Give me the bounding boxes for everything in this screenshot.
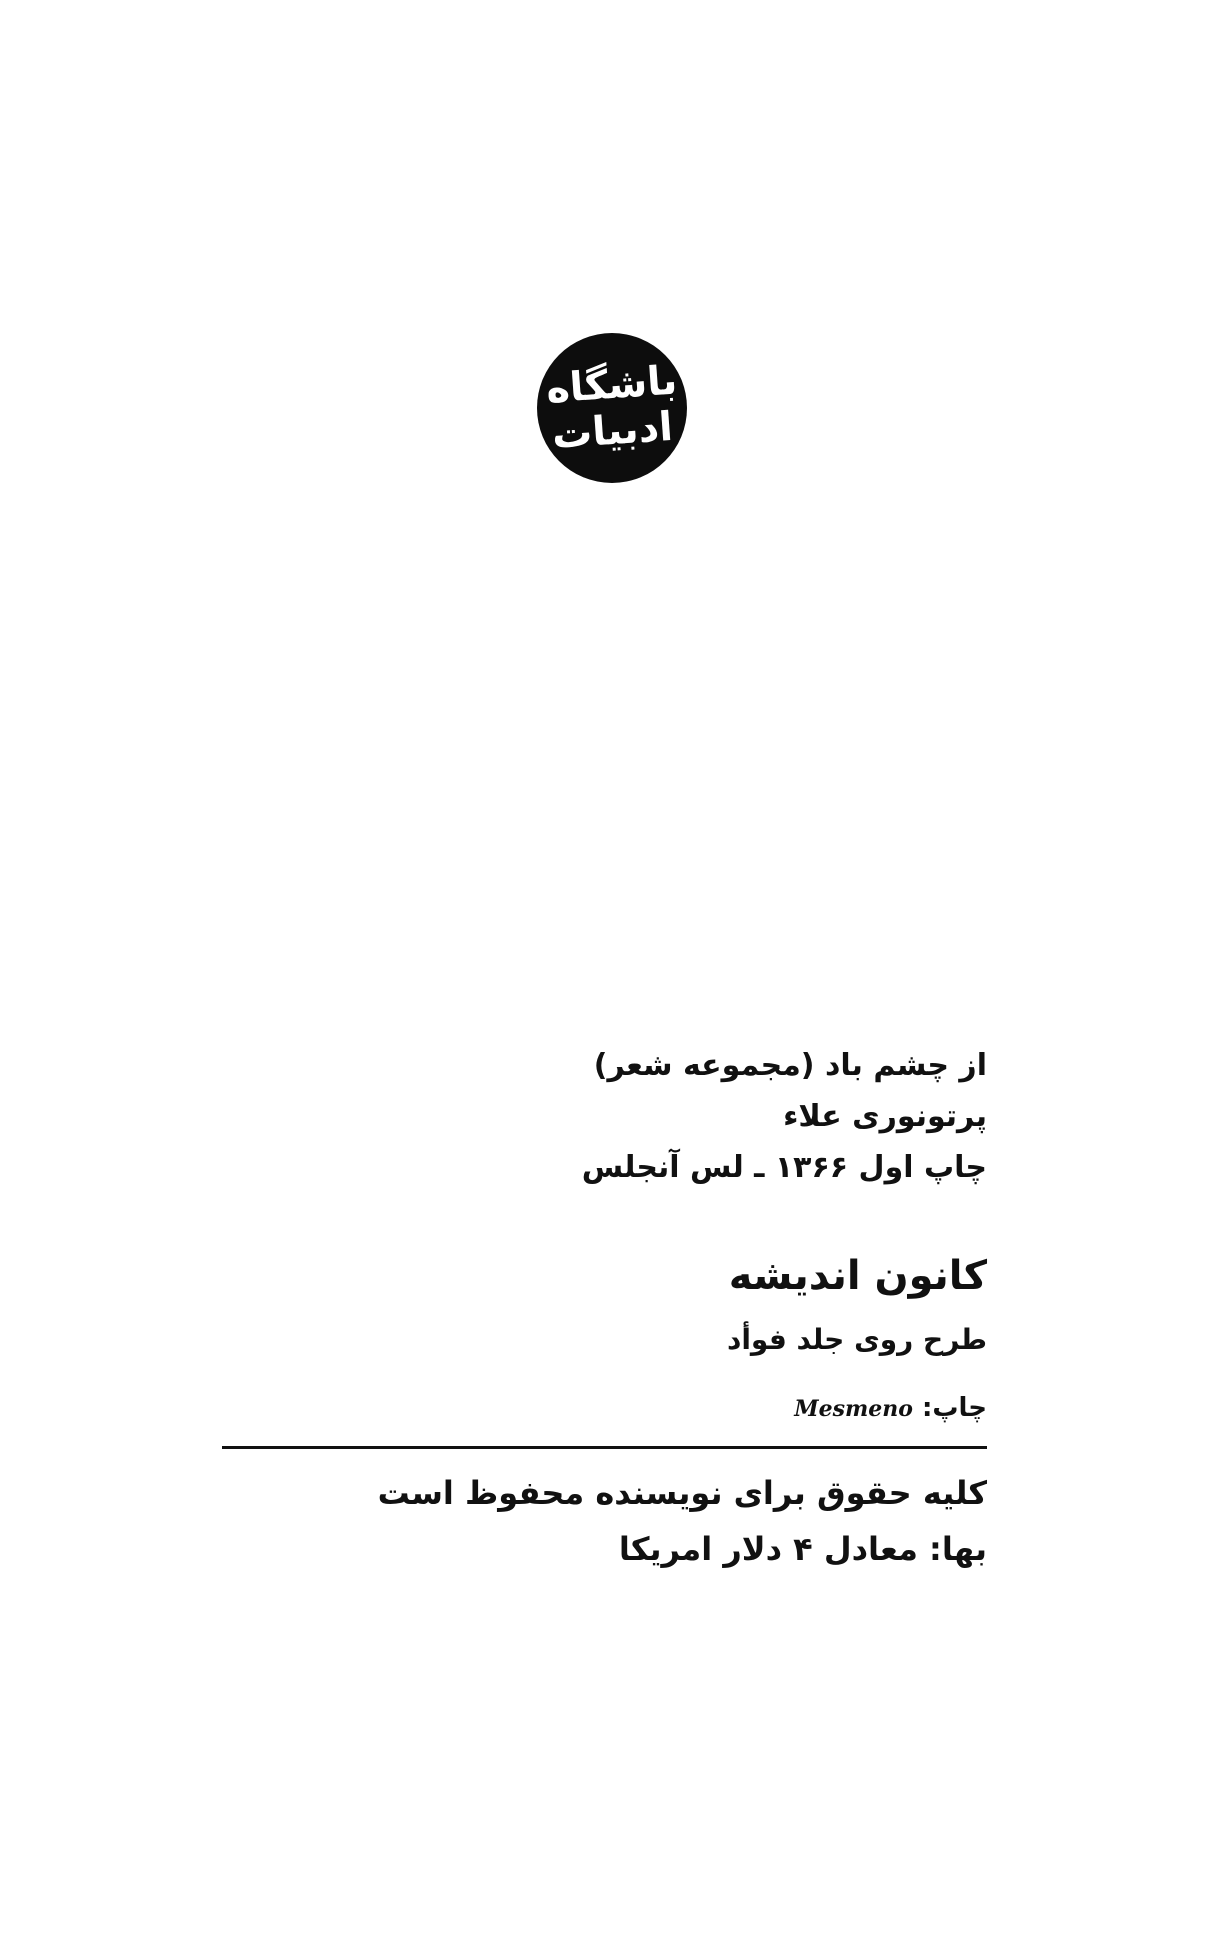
cover-design-credit: طرح روی جلد فوأد <box>726 1323 987 1356</box>
printer-credit <box>794 1388 987 1429</box>
publisher-logo-seal <box>537 333 687 483</box>
publisher-name: کانون اندیشه <box>728 1253 987 1299</box>
author-name: پرتونوری علاء <box>783 1099 987 1134</box>
divider-rule <box>222 1446 987 1449</box>
printer-label: چاپ: <box>921 1393 987 1423</box>
logo-line-2: ادبیات <box>550 403 674 459</box>
book-title: از چشم باد (مجموعه شعر) <box>593 1048 987 1083</box>
price-notice: بها: معادل ۴ دلار امریکا <box>618 1530 987 1568</box>
edition-info: چاپ اول ۱۳۶۶ ـ لس آنجلس <box>581 1150 987 1185</box>
logo-line-1: باشگاه <box>544 357 680 413</box>
copyright-notice: کلیه حقوق برای نویسنده محفوظ است <box>377 1474 987 1512</box>
printer-name: Mesmeno <box>794 1396 913 1422</box>
imprint-block <box>582 1040 987 1193</box>
rights-block <box>378 1465 987 1577</box>
